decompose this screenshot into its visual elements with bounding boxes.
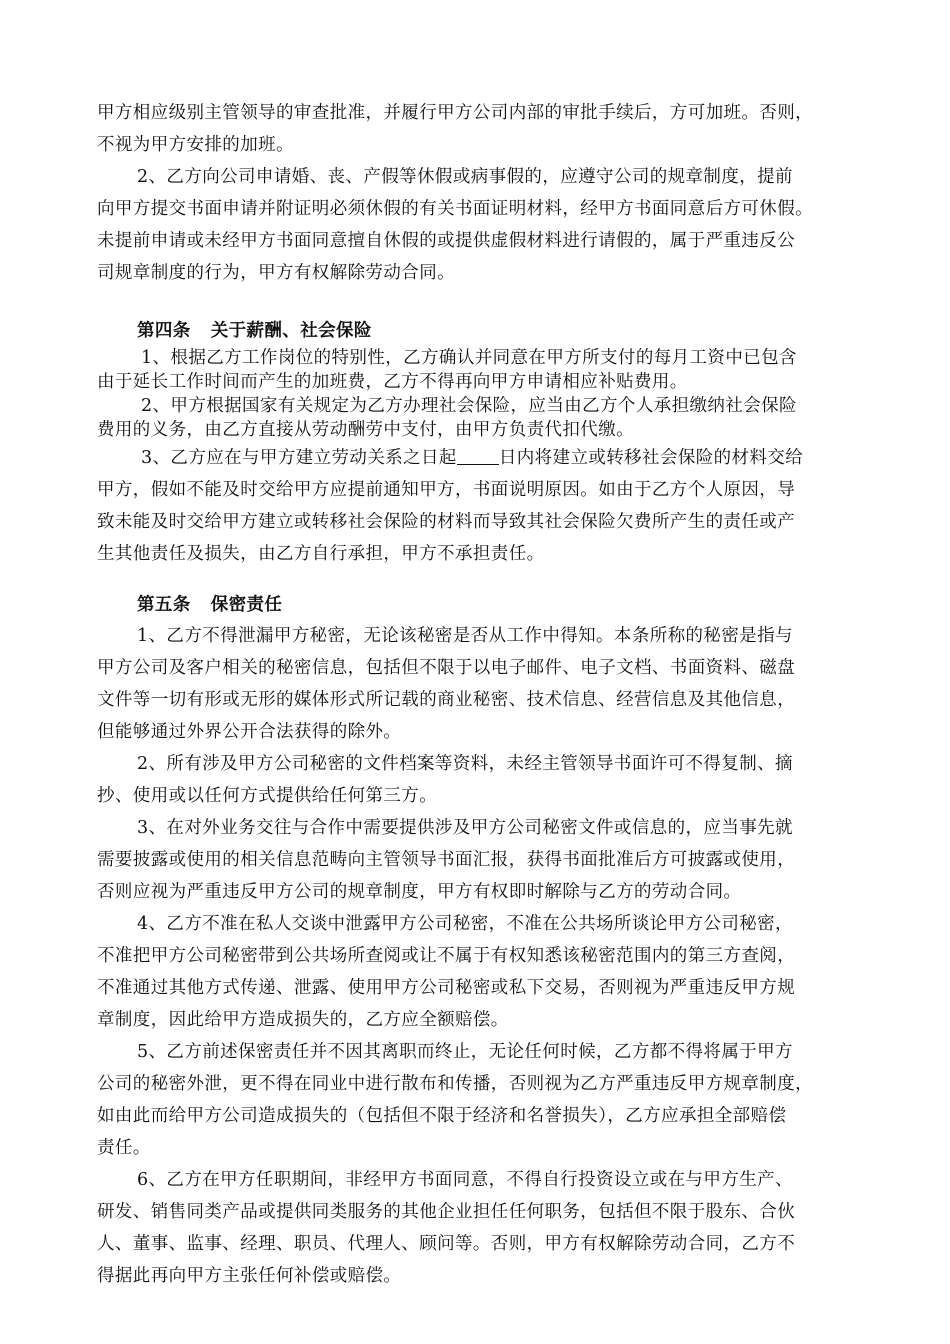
text-line: 致未能及时交给甲方建立或转移社会保险的材料而导致其社会保险欠费所产生的责任或产 (97, 512, 796, 532)
text-line: 甲方公司及客户相关的秘密信息，包括但不限于以电子邮件、电子文档、书面资料、磁盘 (97, 658, 796, 678)
fill-in-blank (457, 448, 499, 465)
article-4-heading (97, 316, 857, 346)
text-line: 公司的秘密外泄，更不得在同业中进行散布和传播，否则视为乙方严重违反甲方规章制度， (97, 1074, 813, 1094)
text-line: 不视为甲方安排的加班。 (97, 135, 294, 155)
article-title: 关于薪酬、社会保险 (210, 321, 372, 341)
text-line: 由于延长工作时间而产生的加班费，乙方不得再向甲方申请相应补贴费用。 (97, 372, 688, 392)
text-line: 如由此而给甲方公司造成损失的（包括但不限于经济和名誉损失），乙方应承担全部赔偿 (97, 1106, 787, 1126)
text-line: 不准把甲方公司秘密带到公共场所查阅或让不属于有权知悉该秘密范围内的第三方查阅， (97, 946, 796, 966)
text-line: 司规章制度的行为，甲方有权解除劳动合同。 (97, 263, 455, 283)
text-segment: 3、乙方应在与甲方建立劳动关系之日起 (141, 448, 457, 468)
article-5-heading (97, 590, 857, 620)
text-line: 5、乙方前述保密责任并不因其离职而终止，无论任何时候，乙方都不得将属于甲方 (137, 1042, 793, 1062)
text-line: 人、董事、监事、经理、职员、代理人、顾问等。否则，甲方有权解除劳动合同，乙方不 (97, 1234, 796, 1254)
text-segment: 日内将建立或转移社会保险的材料交给 (498, 448, 804, 468)
text-line: 文件等一切有形或无形的媒体形式所记载的商业秘密、技术信息、经营信息及其他信息， (97, 690, 796, 710)
text-line: 1、乙方不得泄漏甲方秘密，无论该秘密是否从工作中得知。本条所称的秘密是指与 (137, 626, 793, 646)
text-line: 需要披露或使用的相关信息范畴向主管领导书面汇报，获得书面批准后方可披露或使用， (97, 850, 796, 870)
text-line: 向甲方提交书面申请并附证明必须休假的有关书面证明材料，经甲方书面同意后方可休假。 (97, 199, 813, 219)
text-line: 甲方相应级别主管领导的审查批准，并履行甲方公司内部的审批手续后，方可加班。否则， (97, 103, 813, 123)
text-line: 甲方，假如不能及时交给甲方应提前通知甲方，书面说明原因。如由于乙方个人原因，导 (97, 480, 796, 500)
text-line: 责任。 (97, 1138, 151, 1158)
text-line: 但能够通过外界公开合法获得的除外。 (97, 722, 402, 742)
text-line: 研发、销售同类产品或提供同类服务的其他企业担任任何职务，包括但不限于股东、合伙 (97, 1202, 796, 1222)
text-line: 章制度，因此给甲方造成损失的，乙方应全额赔偿。 (97, 1010, 509, 1030)
text-line: 否则应视为严重违反甲方公司的规章制度，甲方有权即时解除与乙方的劳动合同。 (97, 882, 742, 902)
text-line: 费用的义务，由乙方直接从劳动酬劳中支付，由甲方负责代扣代缴。 (97, 420, 634, 440)
text-line (97, 442, 857, 474)
text-line: 2、所有涉及甲方公司秘密的文件档案等资料，未经主管领导书面许可不得复制、摘 (137, 754, 793, 774)
text-line: 4、乙方不准在私人交谈中泄露甲方公司秘密，不准在公共场所谈论甲方公司秘密， (137, 914, 793, 934)
text-line: 得据此再向甲方主张任何补偿或赔偿。 (97, 1266, 402, 1286)
text-line: 1、根据乙方工作岗位的特别性，乙方确认并同意在甲方所支付的每月工资中已包含 (141, 348, 797, 368)
text-line: 3、在对外业务交往与合作中需要提供涉及甲方公司秘密文件或信息的，应当事先就 (137, 818, 793, 838)
text-line: 未提前申请或未经甲方书面同意擅自休假的或提供虚假材料进行请假的，属于严重违反公 (97, 231, 796, 251)
text-line: 不准通过其他方式传递、泄露、使用甲方公司秘密或私下交易，否则视为严重违反甲方规 (97, 978, 796, 998)
text-line: 6、乙方在甲方任职期间，非经甲方书面同意，不得自行投资设立或在与甲方生产、 (137, 1170, 793, 1190)
article-title: 保密责任 (210, 595, 283, 615)
article-number: 第四条 (137, 321, 191, 341)
text-line: 生其他责任及损失，由乙方自行承担，甲方不承担责任。 (97, 544, 545, 564)
article-number: 第五条 (137, 595, 191, 615)
document-page (97, 97, 857, 1292)
text-line: 2、乙方向公司申请婚、丧、产假等休假或病事假的，应遵守公司的规章制度，提前 (137, 167, 793, 187)
text-line: 2、甲方根据国家有关规定为乙方办理社会保险，应当由乙方个人承担缴纳社会保险 (141, 396, 797, 416)
text-line: 抄、使用或以任何方式提供给任何第三方。 (97, 786, 438, 806)
